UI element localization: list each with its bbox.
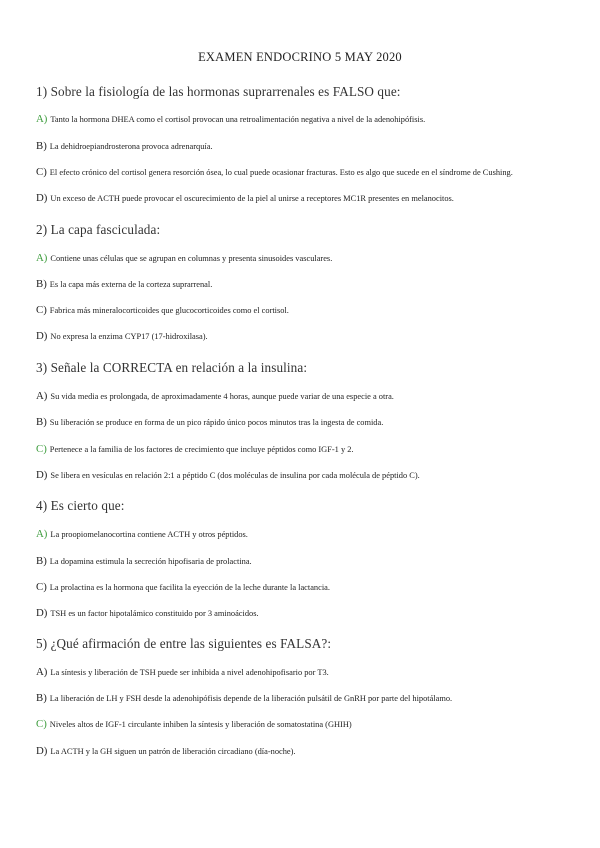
option-letter: B) [36, 692, 47, 704]
question-3-option-c [36, 443, 576, 455]
option-letter: B) [36, 555, 47, 567]
option-text: No expresa la enzima CYP17 (17-hidroxilasa). [50, 332, 208, 341]
option-letter: A) [36, 528, 48, 540]
option-text: Su liberación se produce en forma de un pico rápido único pocos minutos tras la ingesta de comida. [49, 418, 384, 427]
option-letter: B) [36, 416, 47, 428]
question-1-option-a [36, 113, 576, 125]
option-letter: C) [36, 304, 47, 316]
question-5-option-b [36, 692, 576, 704]
option-text: Un exceso de ACTH puede provocar el oscurecimiento de la piel al unirse a receptores MC1R presentes en melanocitos. [50, 194, 454, 203]
option-text: Contiene unas células que se agrupan en columnas y presenta sinusoides vasculares. [50, 254, 333, 263]
question-4-option-d [36, 607, 576, 619]
option-letter: D) [36, 330, 48, 342]
option-letter: D) [36, 745, 48, 757]
option-letter: D) [36, 192, 48, 204]
option-letter: C) [36, 443, 47, 455]
option-letter: A) [36, 390, 48, 402]
question-4-option-c [36, 581, 576, 593]
question-2-option-a [36, 252, 576, 264]
option-text: La dehidroepiandrosterona provoca adrenarquía. [49, 142, 213, 151]
question-4: 4) Es cierto que: [36, 498, 125, 513]
question-2-option-c [36, 304, 576, 316]
question-3-option-b [36, 416, 576, 428]
option-text: El efecto crónico del cortisol genera resorción ósea, lo cual puede ocasionar fracturas. Esto es algo que sucede en el síndrome de Cushing. [49, 168, 513, 177]
option-letter: B) [36, 140, 47, 152]
option-text: Pertenece a la familia de los factores de crecimiento que incluye péptidos como IGF-1 y 2. [49, 445, 354, 454]
question-5: 5) ¿Qué afirmación de entre las siguientes es FALSA?: [36, 636, 332, 651]
question-4-option-b [36, 555, 576, 567]
question-3-option-a [36, 390, 576, 402]
question-1-option-c [36, 166, 576, 178]
option-letter: C) [36, 581, 47, 593]
option-letter: A) [36, 252, 48, 264]
question-2-option-d [36, 330, 576, 342]
option-text: La síntesis y liberación de TSH puede ser inhibida a nivel adenohipofisario por T3. [50, 668, 329, 677]
question-2: 2) La capa fasciculada: [36, 222, 161, 237]
option-letter: D) [36, 469, 48, 481]
option-letter: C) [36, 718, 47, 730]
question-5-option-d [36, 745, 576, 757]
option-text: Su vida media es prolongada, de aproximadamente 4 horas, aunque puede variar de una especie a otra. [50, 392, 394, 401]
option-text: Niveles altos de IGF-1 circulante inhiben la síntesis y liberación de somatostatina (GHIH) [49, 720, 352, 729]
question-2-option-b [36, 278, 576, 290]
option-text: La liberación de LH y FSH desde la adenohipófisis depende de la liberación pulsátil de GnRH por parte del hipotálamo. [49, 694, 453, 703]
question-5-option-a [36, 666, 576, 678]
option-text: Tanto la hormona DHEA como el cortisol provocan una retroalimentación negativa a nivel de la adenohipófisis. [50, 115, 426, 124]
option-letter: D) [36, 607, 48, 619]
option-text: La ACTH y la GH siguen un patrón de liberación circadiano (día-noche). [50, 747, 296, 756]
exam-title: EXAMEN ENDOCRINO 5 MAY 2020 [198, 50, 402, 64]
option-text: Se libera en vesículas en relación 2:1 a péptido C (dos moléculas de insulina por cada molécula de péptido C). [50, 471, 420, 480]
option-text: La proopiomelanocortina contiene ACTH y otros péptidos. [50, 530, 248, 539]
question-5-option-c [36, 718, 576, 730]
option-text: La dopamina estimula la secreción hipofisaria de prolactina. [49, 557, 252, 566]
question-4-option-a [36, 528, 576, 540]
question-1-option-b [36, 140, 576, 152]
question-1-option-d [36, 192, 576, 204]
option-text: Es la capa más externa de la corteza suprarrenal. [49, 280, 213, 289]
question-1: 1) Sobre la fisiología de las hormonas suprarrenales es FALSO que: [36, 84, 401, 99]
option-text: Fabrica más mineralocorticoides que glucocorticoides como el cortisol. [49, 306, 289, 315]
question-3: 3) Señale la CORRECTA en relación a la insulina: [36, 360, 308, 375]
option-letter: A) [36, 666, 48, 678]
option-letter: C) [36, 166, 47, 178]
question-3-option-d [36, 469, 576, 481]
option-text: La prolactina es la hormona que facilita la eyección de la leche durante la lactancia. [49, 583, 330, 592]
option-letter: A) [36, 113, 48, 125]
option-letter: B) [36, 278, 47, 290]
option-text: TSH es un factor hipotalámico constituido por 3 aminoácidos. [50, 609, 259, 618]
